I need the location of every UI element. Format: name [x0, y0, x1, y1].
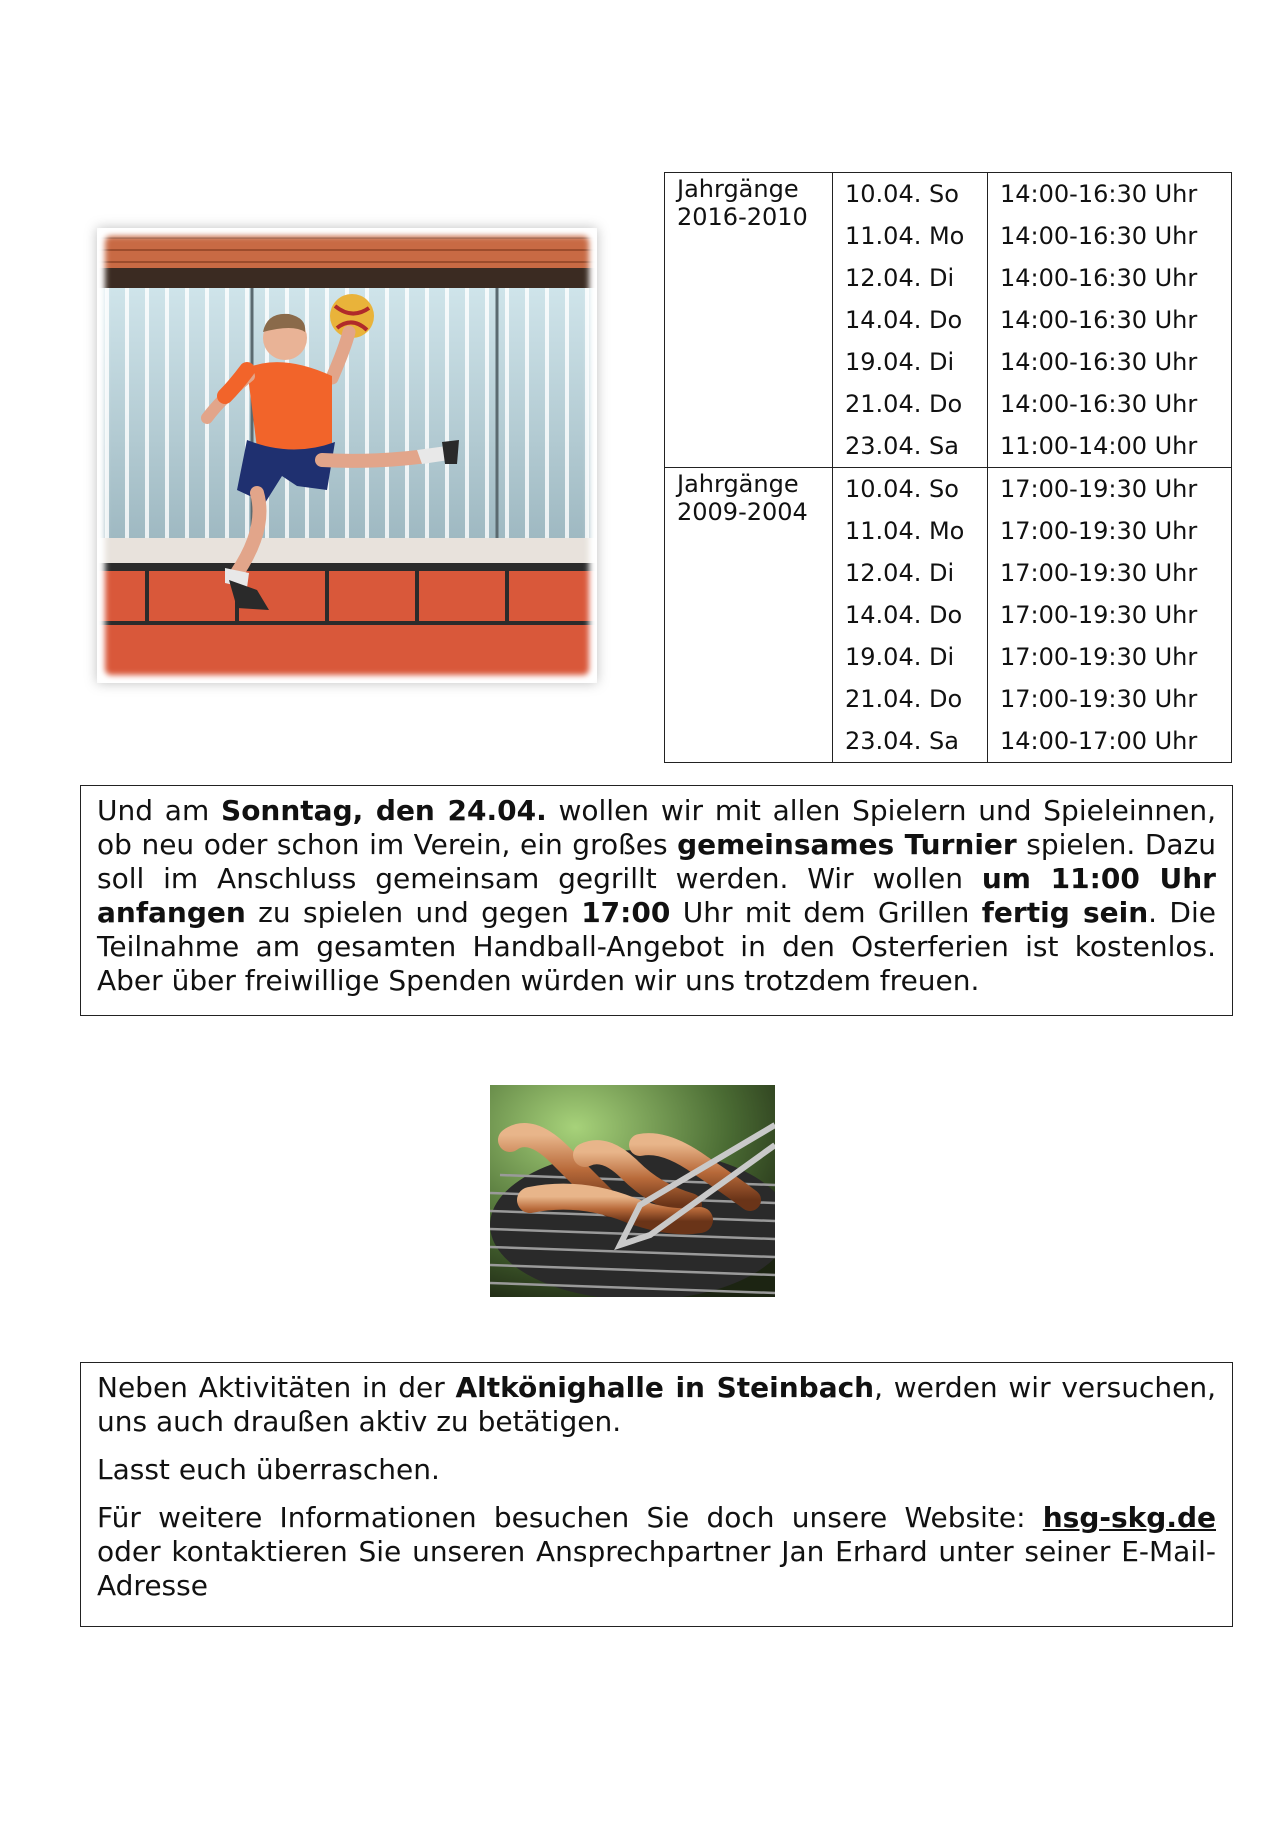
session-date: 14.04. Do — [845, 306, 963, 334]
highlight-date: Sonntag, den 24.04. — [221, 794, 547, 827]
age-group-cell — [665, 173, 833, 468]
tournament-paragraph — [97, 794, 1216, 998]
age-group-years: 2009-2004 — [677, 498, 808, 526]
session-time: 17:00-19:30 Uhr — [1000, 559, 1198, 587]
session-time: 17:00-19:30 Uhr — [1000, 643, 1198, 671]
highlight-venue: Altkönighalle in Steinbach — [455, 1371, 875, 1404]
text-run: Für weitere Informationen besuchen Sie doch unsere Website: — [97, 1501, 1043, 1534]
times-cell — [988, 173, 1232, 468]
text-run: , werden wir versuchen, uns auch draußen aktiv zu betätigen. — [97, 1371, 1217, 1438]
handball-player-photo — [97, 228, 597, 683]
age-group-label: Jahrgänge — [677, 470, 799, 498]
session-time: 17:00-19:30 Uhr — [1000, 517, 1198, 545]
contact-paragraph — [97, 1501, 1216, 1603]
session-time: 17:00-19:30 Uhr — [1000, 601, 1198, 629]
grilled-sausages-photo — [490, 1085, 775, 1297]
session-time: 14:00-16:30 Uhr — [1000, 264, 1198, 292]
session-date: 19.04. Di — [845, 643, 955, 671]
session-date: 10.04. So — [845, 180, 959, 208]
session-date: 14.04. Do — [845, 601, 963, 629]
text-run: wollen wir mit allen Spielern und Spieleinnen, ob neu oder schon im Verein, ein großes — [97, 794, 1216, 861]
venue-paragraph — [97, 1371, 1216, 1439]
session-date: 11.04. Mo — [845, 517, 965, 545]
text-run: spielen. Dazu soll im Anschluss gemeinsam gegrillt werden. Wir wollen — [97, 828, 1217, 895]
session-date: 23.04. Sa — [845, 432, 959, 460]
highlight-tournament: gemeinsames Turnier — [677, 828, 1017, 861]
session-time: 14:00-16:30 Uhr — [1000, 180, 1198, 208]
text-run: oder kontaktieren Sie unseren Ansprechpartner Jan Erhard unter seiner E-Mail-Adresse — [97, 1535, 1216, 1602]
session-date: 23.04. Sa — [845, 727, 959, 755]
dates-cell — [833, 468, 988, 763]
text-run: Uhr mit dem Grillen — [670, 896, 982, 929]
session-date: 10.04. So — [845, 475, 959, 503]
session-time: 14:00-17:00 Uhr — [1000, 727, 1198, 755]
text-run: Neben Aktivitäten in der — [97, 1371, 456, 1404]
highlight-finished: fertig sein — [981, 896, 1149, 929]
session-time: 17:00-19:30 Uhr — [1000, 475, 1198, 503]
session-date: 12.04. Di — [845, 559, 955, 587]
age-group-years: 2016-2010 — [677, 203, 808, 231]
session-time: 17:00-19:30 Uhr — [1000, 685, 1198, 713]
session-time: 11:00-14:00 Uhr — [1000, 432, 1198, 460]
session-time: 14:00-16:30 Uhr — [1000, 348, 1198, 376]
schedule-group-row — [665, 468, 1232, 763]
website-link[interactable]: hsg-skg.de — [1042, 1501, 1216, 1534]
dates-cell — [833, 173, 988, 468]
session-date: 21.04. Do — [845, 685, 963, 713]
highlight-end-time: 17:00 — [581, 896, 671, 929]
text-run: zu spielen und gegen — [245, 896, 582, 929]
tournament-info-box — [80, 785, 1233, 1016]
session-date: 21.04. Do — [845, 390, 963, 418]
times-cell — [988, 468, 1232, 763]
highlight-start-time: um 11:00 Uhr anfangen — [97, 862, 1216, 929]
age-group-cell — [665, 468, 833, 763]
surprise-paragraph: Lasst euch überraschen. — [97, 1453, 440, 1486]
session-date: 11.04. Mo — [845, 222, 965, 250]
age-group-label: Jahrgänge — [677, 175, 799, 203]
session-date: 19.04. Di — [845, 348, 955, 376]
session-time: 14:00-16:30 Uhr — [1000, 390, 1198, 418]
session-date: 12.04. Di — [845, 264, 955, 292]
text-run: Und am — [97, 794, 222, 827]
training-schedule-table — [664, 172, 1232, 763]
venue-info-box — [80, 1362, 1233, 1627]
session-time: 14:00-16:30 Uhr — [1000, 306, 1198, 334]
text-run: . Die Teilnahme am gesamten Handball-Angebot in den Osterferien ist kostenlos. Aber über freiwillige Spenden würden wir uns trotzdem freuen. — [97, 896, 1216, 997]
schedule-group-row — [665, 173, 1232, 468]
session-time: 14:00-16:30 Uhr — [1000, 222, 1198, 250]
